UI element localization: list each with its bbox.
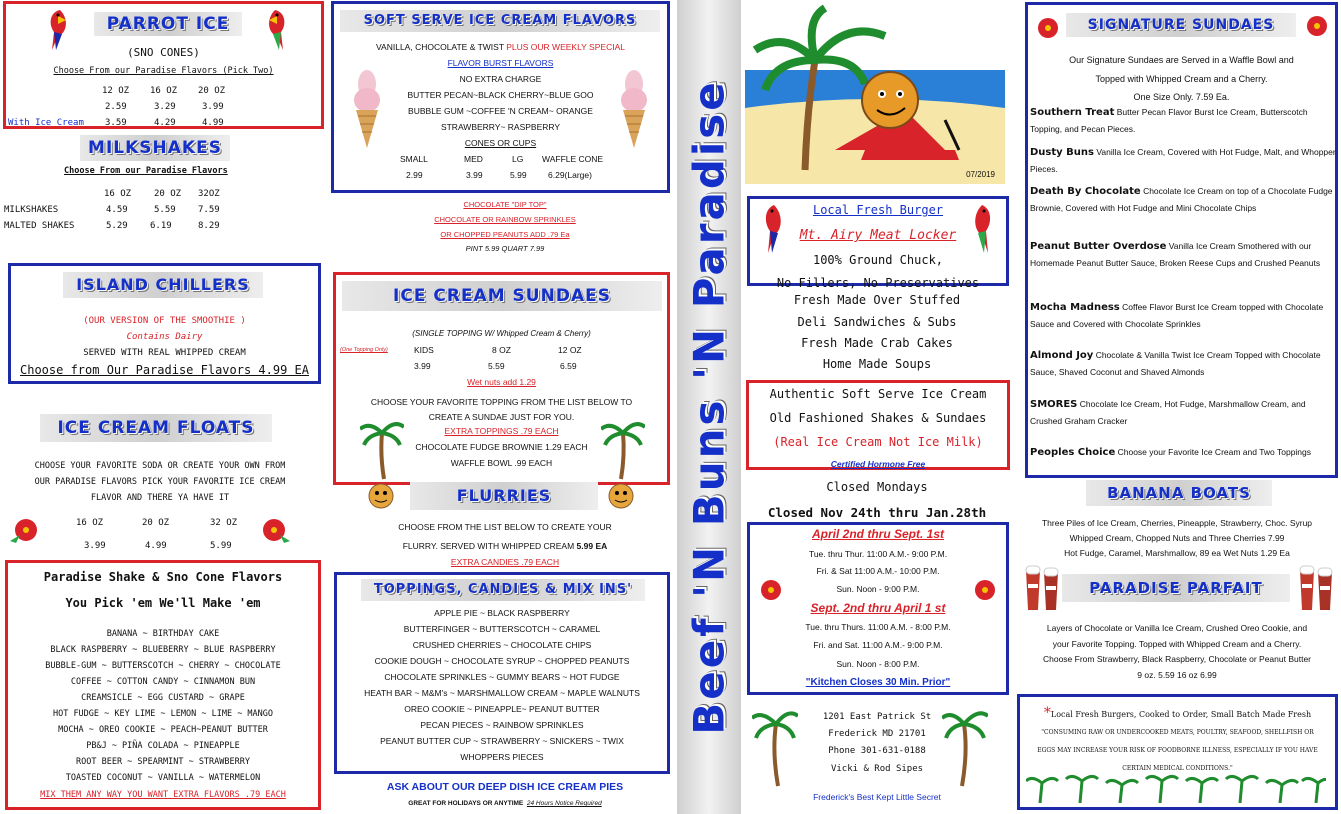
signature-intro: Topped with Whipped Cream and a Cherry. xyxy=(1095,74,1268,84)
topping-line: HEATH BAR ~ M&M's ~ MARSHMALLOW CREAM ~ MAPLE WALNUTS xyxy=(364,688,640,698)
parrot-ice-price: 2.59 xyxy=(105,102,127,112)
flurries-line xyxy=(330,541,680,551)
topping-line: OREO COOKIE ~ PINEAPPLE~ PEANUT BUTTER xyxy=(404,704,600,714)
sundaes-section xyxy=(333,272,670,485)
no-fillers-line: No Fillers, No Preservatives xyxy=(776,276,980,290)
burst-flavors: BUTTER PECAN~BLACK CHERRY~BLUE GOO xyxy=(407,90,594,100)
island-chillers-line1: (OUR VERSION OF THE SMOOTHIE ) xyxy=(83,316,246,326)
signature-sundaes-title: SIGNATURE SUNDAES xyxy=(1066,13,1296,37)
milkshakes-choose: Choose From our Paradise Flavors xyxy=(64,166,228,176)
banana-line: Hot Fudge, Caramel, Marshmallow, 89 ea Wet Nuts 1.29 Ea xyxy=(1064,548,1290,558)
banana-line: Whipped Cream, Chopped Nuts and Three Cherries 7.99 xyxy=(1069,533,1285,543)
spine-title: Beef 'N Buns 'N Paradise xyxy=(684,79,734,735)
signature-item-name: SMORES xyxy=(1030,399,1078,410)
deli-line: Fresh Made Crab Cakes xyxy=(801,336,953,350)
milkshakes-title: MILKSHAKES xyxy=(80,135,230,161)
island-chillers-line4: Choose from Our Paradise Flavors 4.99 EA xyxy=(20,363,309,377)
paradise-parfait-title: PARADISE PARFAIT xyxy=(1062,574,1290,602)
wet-nuts-price: Wet nuts add 1.29 xyxy=(467,377,536,387)
flurries-desc: FLURRY. SERVED WITH WHIPPED CREAM xyxy=(402,541,577,551)
flavor-line: HOT FUDGE ~ KEY LIME ~ LEMON ~ LIME ~ MANGO xyxy=(52,709,274,719)
parfait-line: Layers of Chocolate or Vanilla Ice Cream, Crushed Oreo Cookie, and xyxy=(1046,623,1308,633)
address-line: Frederick MD 21701 xyxy=(828,729,926,739)
soft-serve-price: 6.29(Large) xyxy=(548,170,592,180)
extra-candies-price: EXTRA CANDIES .79 EACH xyxy=(450,557,560,567)
signature-item-desc: Vanilla Ice Cream Smothered with our Homemade Peanut Butter Sauce, Broken Reese Cups and Crushed Peanuts xyxy=(1030,241,1321,268)
signature-item xyxy=(1030,347,1338,381)
ice-cream-cone-icon xyxy=(352,66,382,150)
disclaimer-line: EGGS MAY INCREASE YOUR RISK OF FOODBORNE ILLNESS, ESPECIALLY IF YOU HAVE xyxy=(1037,747,1318,754)
sundae-size: 8 OZ xyxy=(492,345,511,355)
soft-serve-section xyxy=(331,1,670,193)
milkshake-price: 7.59 xyxy=(198,205,220,215)
dip-top-line: CHOCOLATE "DIP TOP" xyxy=(463,200,547,209)
mix-them-note: MIX THEM ANY WAY YOU WANT EXTRA FLAVORS .79 EACH xyxy=(40,790,286,800)
parfait-line: Choose From Strawberry, Black Raspberry, Chocolate or Peanut Butter xyxy=(1042,654,1312,664)
extra-toppings-price: EXTRA TOPPINGS .79 EACH xyxy=(444,426,559,436)
season2-hours: Tue. thru Thurs. 11:00 A.M. - 8:00 P.M. xyxy=(805,622,951,632)
milkshake-size: 32OZ xyxy=(198,189,220,199)
malted-price: 8.29 xyxy=(198,221,220,231)
spine-banner xyxy=(677,0,741,814)
hibiscus-icon xyxy=(256,515,292,545)
local-fresh-line xyxy=(1020,705,1335,721)
deep-dish-occasions: GREAT FOR HOLIDAYS OR ANYTIME xyxy=(408,800,524,807)
malted-price: 5.29 xyxy=(106,221,128,231)
one-topping-note: (One Topping Only) xyxy=(340,347,388,353)
beach-mascot-illustration xyxy=(745,0,1005,184)
island-chillers-line2: Contains Dairy xyxy=(126,332,203,342)
soft-serve-title: SOFT SERVE ICE CREAM FLAVORS xyxy=(340,10,660,32)
soft-serve-size: WAFFLE CONE xyxy=(542,154,604,164)
best-kept-secret: Frederick's Best Kept Little Secret xyxy=(813,792,941,802)
burst-flavors: STRAWBERRY~ RASPBERRY xyxy=(440,122,561,132)
season2-heading: Sept. 2nd thru April 1 st xyxy=(810,601,946,615)
burst-flavors: BUBBLE GUM ~COFFEE 'N CREAM~ ORANGE xyxy=(408,106,593,116)
sundae-instructions: CHOOSE YOUR FAVORITE TOPPING FROM THE LIST BELOW TO xyxy=(370,397,633,407)
banana-line: Three Piles of Ice Cream, Cherries, Pineapple, Strawberry, Choc. Syrup xyxy=(1041,518,1313,528)
authentic-section xyxy=(746,380,1010,470)
dip-top-line: CHOCOLATE OR RAINBOW SPRINKLES xyxy=(434,215,576,224)
signature-item-desc: Butter Pecan Flavor Burst Ice Cream, Butterscotch Topping, and Pecan Pieces. xyxy=(1030,107,1308,134)
deli-line: Home Made Soups xyxy=(822,357,932,371)
phone-line: Phone 301-631-0188 xyxy=(828,746,926,756)
with-ice-cream-label: With Ice Cream xyxy=(8,118,84,128)
flurries-line: CHOOSE FROM THE LIST BELOW TO CREATE YOUR xyxy=(398,522,612,532)
flavor-line: CREAMSICLE ~ EGG CUSTARD ~ GRAPE xyxy=(81,693,245,703)
signature-item-name: Mocha Madness xyxy=(1030,302,1120,313)
flyer-date: 07/2019 xyxy=(966,170,995,179)
palm-row-illustration xyxy=(1026,773,1326,805)
sundae-price: 3.99 xyxy=(414,361,431,371)
sundae-instructions: CREATE A SUNDAE JUST FOR YOU. xyxy=(428,412,575,422)
flavor-line: BUBBLE-GUM ~ BUTTERSCOTCH ~ CHERRY ~ CHOCOLATE xyxy=(45,661,281,671)
parfait-glass-icon xyxy=(1020,564,1064,616)
deep-dish-sub xyxy=(330,800,680,807)
soft-serve-price: 3.99 xyxy=(466,170,483,180)
hormone-free-line: Certified Hormone Free xyxy=(830,459,926,469)
signature-item-desc: Vanilla Ice Cream, Covered with Hot Fudge, Malt, and Whopper Pieces. xyxy=(1030,147,1336,174)
milkshake-price: 4.59 xyxy=(106,205,128,215)
deep-dish-title: ASK ABOUT OUR DEEP DISH ICE CREAM PIES xyxy=(386,781,624,793)
owners-line: Vicki & Rod Sipes xyxy=(830,764,924,774)
parrot-ice-size: 12 OZ xyxy=(102,86,130,96)
signature-intro: One Size Only. 7.59 Ea. xyxy=(1133,92,1230,102)
real-ice-cream-line: (Real Ice Cream Not Ice Milk) xyxy=(773,435,983,449)
signature-item xyxy=(1030,299,1338,333)
topping-line: APPLE PIE ~ BLACK RASPBERRY xyxy=(434,608,570,618)
season2-hours: Fri. and Sat. 11:00 A.M.- 9:00 P.M. xyxy=(813,640,943,650)
milkshake-price: 5.59 xyxy=(154,205,176,215)
local-burger-section xyxy=(747,196,1009,290)
topping-line: WHOPPERS PIECES xyxy=(460,752,544,762)
soft-serve-size: SMALL xyxy=(400,154,428,164)
dip-top-line: OR CHOPPED PEANUTS ADD .79 Ea xyxy=(440,230,570,239)
banana-boats-title: BANANA BOATS xyxy=(1086,480,1272,506)
disclaimer-star: * xyxy=(1043,705,1051,721)
milkshake-row-label: MILKSHAKES xyxy=(4,205,59,215)
paradise-shake-subtitle: You Pick 'em We'll Make 'em xyxy=(65,596,261,610)
soft-serve-size: LG xyxy=(512,154,524,164)
sundae-size: KIDS xyxy=(414,345,434,355)
topping-line: BUTTERFINGER ~ BUTTERSCOTCH ~ CARAMEL xyxy=(403,624,601,634)
disclaimer-section xyxy=(1017,694,1338,810)
float-price: 4.99 xyxy=(145,541,167,551)
deep-dish-notice: 24 Hours Notice Required xyxy=(526,800,602,807)
local-fresh-text: Local Fresh Burgers, Cooked to Order, Small Batch Made Fresh xyxy=(1050,710,1312,719)
toppings-section xyxy=(334,572,670,774)
address-line: 1201 East Patrick St xyxy=(822,712,932,722)
topping-line: CHOCOLATE SPRINKLES ~ GUMMY BEARS ~ HOT FUDGE xyxy=(384,672,620,682)
hibiscus-icon xyxy=(1034,15,1062,41)
signature-item xyxy=(1030,444,1338,461)
parrot-ice-size: 16 OZ xyxy=(150,86,178,96)
topping-line: PEANUT BUTTER CUP ~ STRAWBERRY ~ SNICKERS ~ TWIX xyxy=(380,736,624,746)
milkshake-size: 16 OZ xyxy=(104,189,132,199)
parrot-ice-price: 3.99 xyxy=(202,102,224,112)
local-burger-line: Local Fresh Burger xyxy=(812,203,944,217)
flavor-line: BANANA ~ BIRTHDAY CAKE xyxy=(106,629,220,639)
float-size: 20 OZ xyxy=(142,518,170,528)
parfait-line: your Favorite Topping. Topped with Whipped Cream and a Cherry. xyxy=(1052,639,1302,649)
island-chillers-section xyxy=(8,263,321,384)
signature-item-desc: Chocolate Ice Cream on top of a Chocolate Fudge Brownie, Covered with Hot Fudge and Mini Chocolate Chips xyxy=(1030,186,1333,213)
parfait-prices: 9 oz. 5.59 16 oz 6.99 xyxy=(1137,670,1217,680)
flavor-burst-heading: FLAVOR BURST FLAVORS xyxy=(447,58,554,68)
palm-tree-icon xyxy=(601,415,645,481)
disclaimer-line: "CONSUMING RAW OR UNDERCOOKED MEATS, POULTRY, SEAFOOD, SHELLFISH OR xyxy=(1041,729,1314,736)
signature-item-name: Death By Chocolate xyxy=(1030,186,1141,197)
paradise-shake-section xyxy=(5,560,321,810)
ground-chuck-line: 100% Ground Chuck, xyxy=(812,253,944,267)
signature-item xyxy=(1030,238,1338,272)
pint-quart-prices: PINT 5.99 QUART 7.99 xyxy=(465,244,545,253)
no-extra-charge: NO EXTRA CHARGE xyxy=(459,74,542,84)
authentic-line: Old Fashioned Shakes & Sundaes xyxy=(769,411,987,425)
parfait-glass-icon xyxy=(1294,564,1338,616)
signature-item-desc: Coffee Flavor Burst Ice Cream topped with Chocolate Sauce and Covered with Chocolate Sprinkles xyxy=(1030,302,1324,329)
parrot-ice-section xyxy=(3,1,324,129)
float-price: 3.99 xyxy=(84,541,106,551)
deli-line: Deli Sandwiches & Subs xyxy=(797,315,957,329)
hours-section xyxy=(747,522,1009,695)
signature-item xyxy=(1030,104,1338,138)
parrot-ice-choose: Choose From our Paradise Flavors (Pick Two) xyxy=(53,66,274,76)
authentic-line: Authentic Soft Serve Ice Cream xyxy=(769,387,987,401)
paradise-shake-title: Paradise Shake & Sno Cone Flavors xyxy=(43,570,283,584)
flavor-line: COFFEE ~ COTTON CANDY ~ CINNAMON BUN xyxy=(70,677,256,687)
flavor-line: PB&J ~ PIÑA COLADA ~ PINEAPPLE xyxy=(86,741,240,751)
signature-item-name: Dusty Buns xyxy=(1030,147,1094,158)
disclaimer-line: CERTAIN MEDICAL CONDITIONS." xyxy=(1122,765,1233,772)
island-chillers-line3: SERVED WITH REAL WHIPPED CREAM xyxy=(83,348,246,358)
bun-mascot-icon xyxy=(604,482,638,512)
season1-hours: Sun. Noon - 9:00 P.M. xyxy=(836,584,920,594)
deli-line: Fresh Made Over Stuffed xyxy=(793,293,961,307)
floats-line: FLAVOR AND THERE YA HAVE IT xyxy=(90,493,230,503)
signature-item-name: Peanut Butter Overdose xyxy=(1030,241,1167,252)
waffle-bowl-price: WAFFLE BOWL .99 EACH xyxy=(450,458,553,468)
bun-mascot-icon xyxy=(364,482,398,512)
parrot-ice-cream-price: 4.99 xyxy=(202,118,224,128)
signature-item xyxy=(1030,396,1338,430)
parrot-ice-size: 20 OZ xyxy=(198,86,226,96)
sundaes-title: ICE CREAM SUNDAES xyxy=(342,281,662,311)
signature-intro: Our Signature Sundaes are Served in a Waffle Bowl and xyxy=(1069,55,1294,65)
float-size: 32 OZ xyxy=(210,518,238,528)
sundae-price: 6.59 xyxy=(560,361,577,371)
closed-winter: Closed Nov 24th thru Jan.28th xyxy=(767,505,987,520)
season2-hours: Sun. Noon - 8:00 P.M. xyxy=(836,659,920,669)
toppings-title: TOPPINGS, CANDIES & MIX INS' xyxy=(361,579,645,601)
ice-cream-cone-icon xyxy=(619,66,649,150)
season1-heading: April 2nd thru Sept. 1st xyxy=(811,527,944,541)
flurries-price: 5.99 EA xyxy=(576,541,608,551)
malted-price: 6.19 xyxy=(150,221,172,231)
parrot-ice-cream-price: 4.29 xyxy=(154,118,176,128)
soft-serve-price: 5.99 xyxy=(510,170,527,180)
floats-line: OUR PARADISE FLAVORS PICK YOUR FAVORITE ICE CREAM xyxy=(34,477,286,487)
soft-serve-base-flavors: VANILLA, CHOCOLATE & TWIST xyxy=(376,42,507,52)
flavor-line: BLACK RASPBERRY ~ BLUEBERRY ~ BLUE RASPBERRY xyxy=(50,645,276,655)
floats-line: CHOOSE YOUR FAVORITE SODA OR CREATE YOUR OWN FROM xyxy=(34,461,286,471)
soft-serve-price: 2.99 xyxy=(406,170,423,180)
malted-row-label: MALTED SHAKES xyxy=(4,221,75,231)
sundae-price: 5.59 xyxy=(488,361,505,371)
float-price: 5.99 xyxy=(210,541,232,551)
flurries-title: FLURRIES xyxy=(410,482,598,510)
hibiscus-icon xyxy=(1303,13,1331,39)
float-size: 16 OZ xyxy=(76,518,104,528)
parrot-ice-cream-price: 3.59 xyxy=(105,118,127,128)
signature-item-desc: Choose your Favorite Ice Cream and Two Toppings xyxy=(1115,447,1312,457)
soft-serve-size: MED xyxy=(464,154,483,164)
signature-item xyxy=(1030,183,1338,217)
brownie-price: CHOCOLATE FUDGE BROWNIE 1.29 EACH xyxy=(415,442,588,452)
signature-item-desc: Chocolate & Vanilla Twist Ice Cream Topped with Chocolate Sauce, Shaved Coconut and Shaved Almonds xyxy=(1030,350,1321,377)
closed-mondays: Closed Mondays xyxy=(826,480,928,494)
milkshake-size: 20 OZ xyxy=(154,189,182,199)
signature-item-desc: Chocolate Ice Cream, Hot Fudge, Marshmallow Cream, and Crushed Graham Cracker xyxy=(1030,399,1306,426)
topping-line: PECAN PIECES ~ RAINBOW SPRINKLES xyxy=(420,720,584,730)
flavor-line: ROOT BEER ~ SPEARMINT ~ STRAWBERRY xyxy=(76,757,250,767)
signature-item-name: Peoples Choice xyxy=(1030,447,1116,458)
season1-hours: Fri. & Sat 11:00 A.M.- 10:00 P.M. xyxy=(816,566,940,576)
flavor-line: TOASTED COCONUT ~ VANILLA ~ WATERMELON xyxy=(65,773,261,783)
parrot-ice-title: PARROT ICE xyxy=(94,12,242,36)
signature-item-name: Southern Treat xyxy=(1030,107,1115,118)
topping-line: COOKIE DOUGH ~ CHOCOLATE SYRUP ~ CHOPPED PEANUTS xyxy=(374,656,630,666)
season1-hours: Tue. thru Thur. 11:00 A.M.- 9:00 P.M. xyxy=(808,549,948,559)
hibiscus-icon xyxy=(8,515,44,545)
parrot-ice-price: 3.29 xyxy=(154,102,176,112)
palm-tree-icon xyxy=(360,415,404,481)
soft-serve-line1 xyxy=(334,42,667,52)
topping-line: CRUSHED CHERRIES ~ CHOCOLATE CHIPS xyxy=(412,640,592,650)
kitchen-closes-note: "Kitchen Closes 30 Min. Prior" xyxy=(805,677,951,688)
floats-title: ICE CREAM FLOATS xyxy=(40,414,272,442)
signature-item xyxy=(1030,144,1338,178)
meat-locker-line: Mt. Airy Meat Locker xyxy=(799,228,957,243)
flavor-line: MOCHA ~ OREO COOKIE ~ PEACH~PEANUT BUTTER xyxy=(58,725,268,735)
island-chillers-title: ISLAND CHILLERS xyxy=(63,272,263,298)
weekly-special: PLUS OUR WEEKLY SPECIAL xyxy=(506,42,625,52)
parrot-ice-subtitle: (SNO CONES) xyxy=(127,46,200,59)
sundae-size: 12 OZ xyxy=(558,345,582,355)
cones-or-cups: CONES OR CUPS xyxy=(464,138,537,148)
signature-item-name: Almond Joy xyxy=(1030,350,1094,361)
single-topping-note: (SINGLE TOPPING W/ Whipped Cream & Cherry) xyxy=(412,329,591,338)
